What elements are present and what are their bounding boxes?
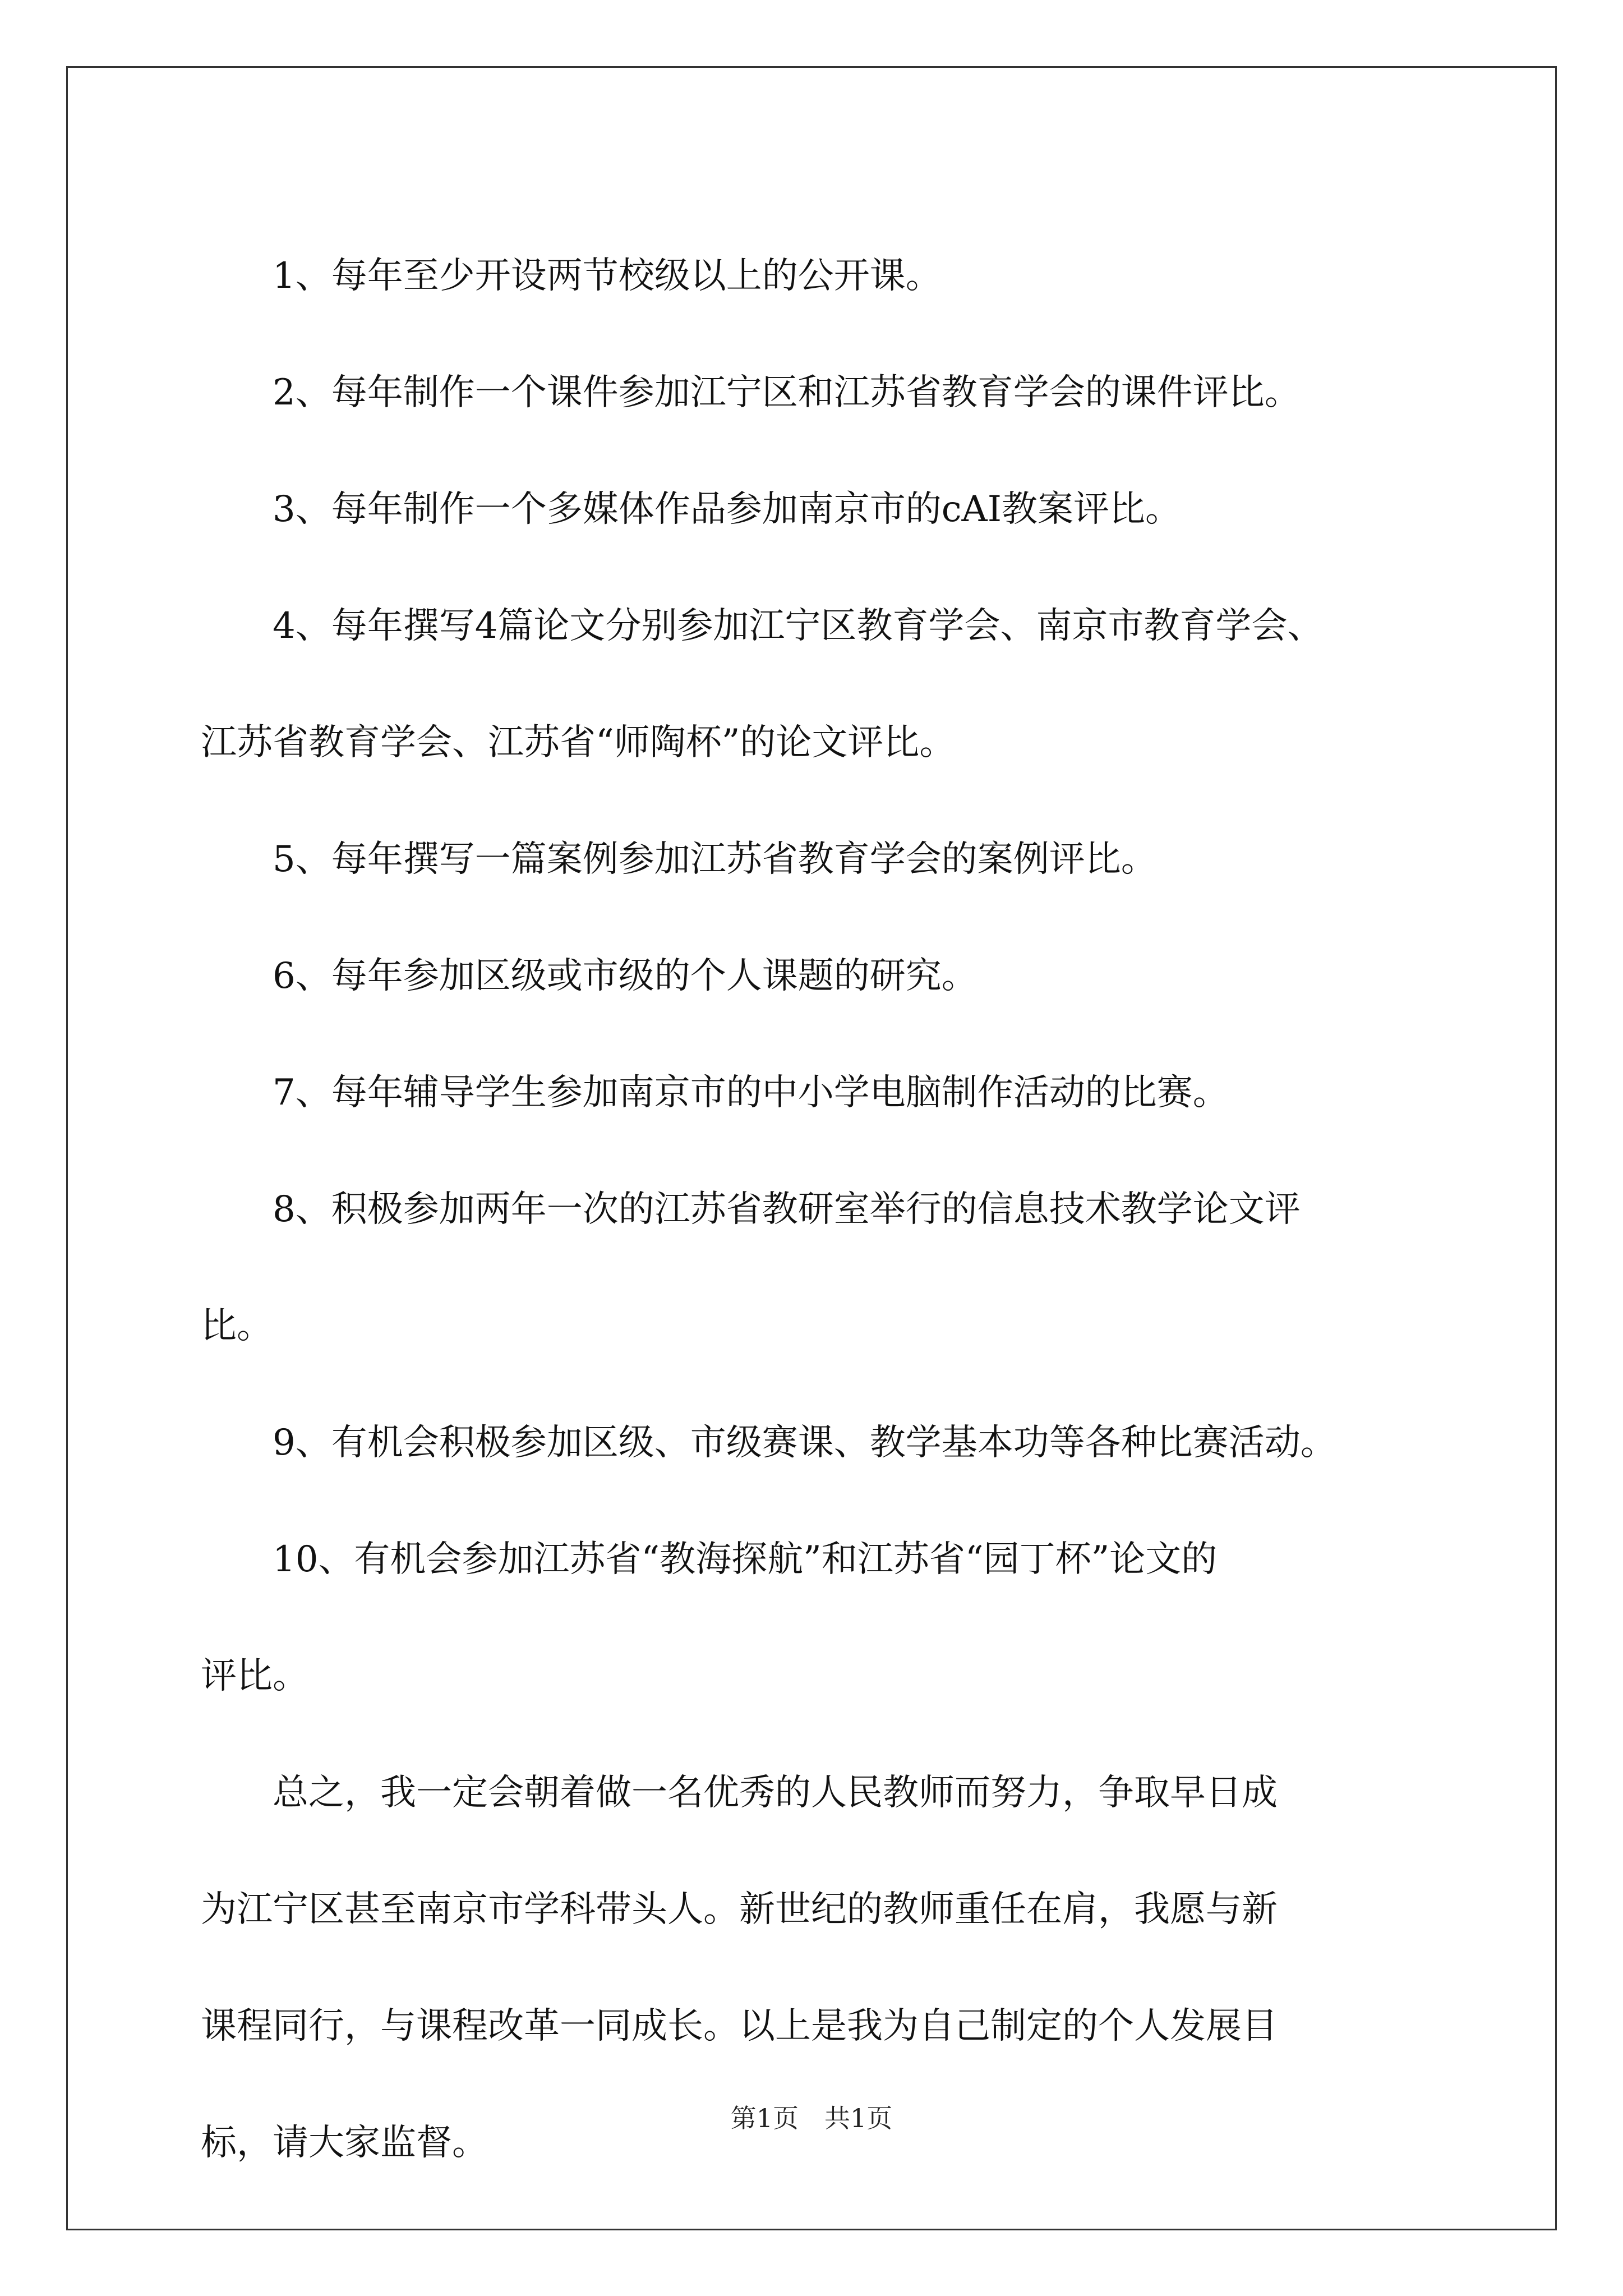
document-body xyxy=(201,218,1435,2201)
list-item: 8、积极参加两年一次的江苏省教研室举行的信息技术教学论文评 xyxy=(273,1189,1301,1230)
list-item: 1、每年至少开设两节校级以上的公开课。 xyxy=(273,255,942,297)
list-item: 3、每年制作一个多媒体作品参加南京市的cAI教案评比。 xyxy=(273,489,1182,530)
conclusion-paragraph-line: 课程同行，与课程改革一同成长。以上是我为自己制定的个人发展目 xyxy=(201,2005,1278,2047)
conclusion-paragraph: 总之，我一定会朝着做一名优秀的人民教师而努力，争取早日成 xyxy=(273,1772,1278,1814)
list-item: 7、每年辅导学生参加南京市的中小学电脑制作活动的比赛。 xyxy=(273,1072,1229,1114)
list-item-continuation: 比。 xyxy=(201,1305,273,1347)
list-item: 4、每年撰写4篇论文分别参加江宁区教育学会、南京市教育学会、 xyxy=(273,605,1324,647)
list-item-continuation: 评比。 xyxy=(201,1655,308,1697)
list-item: 5、每年撰写一篇案例参加江苏省教育学会的案例评比。 xyxy=(273,839,1157,880)
list-item: 10、有机会参加江苏省“教海探航”和江苏省“园丁杯”论文的 xyxy=(273,1539,1218,1580)
page-number-current: 第1页 xyxy=(730,2103,799,2133)
conclusion-paragraph-line: 为江宁区甚至南京市学科带头人。新世纪的教师重任在肩，我愿与新 xyxy=(201,1889,1278,1930)
list-item-continuation: 江苏省教育学会、江苏省“师陶杯”的论文评比。 xyxy=(201,722,956,763)
list-item: 6、每年参加区级或市级的个人课题的研究。 xyxy=(273,955,978,997)
page-number-total: 共1页 xyxy=(824,2103,893,2133)
conclusion-paragraph-line: 标，请大家监督。 xyxy=(201,2122,488,2164)
list-item: 2、每年制作一个课件参加江宁区和江苏省教育学会的课件评比。 xyxy=(273,372,1301,413)
list-item: 9、有机会积极参加区级、市级赛课、教学基本功等各种比赛活动。 xyxy=(273,1422,1336,1464)
page-footer xyxy=(0,2101,1623,2135)
